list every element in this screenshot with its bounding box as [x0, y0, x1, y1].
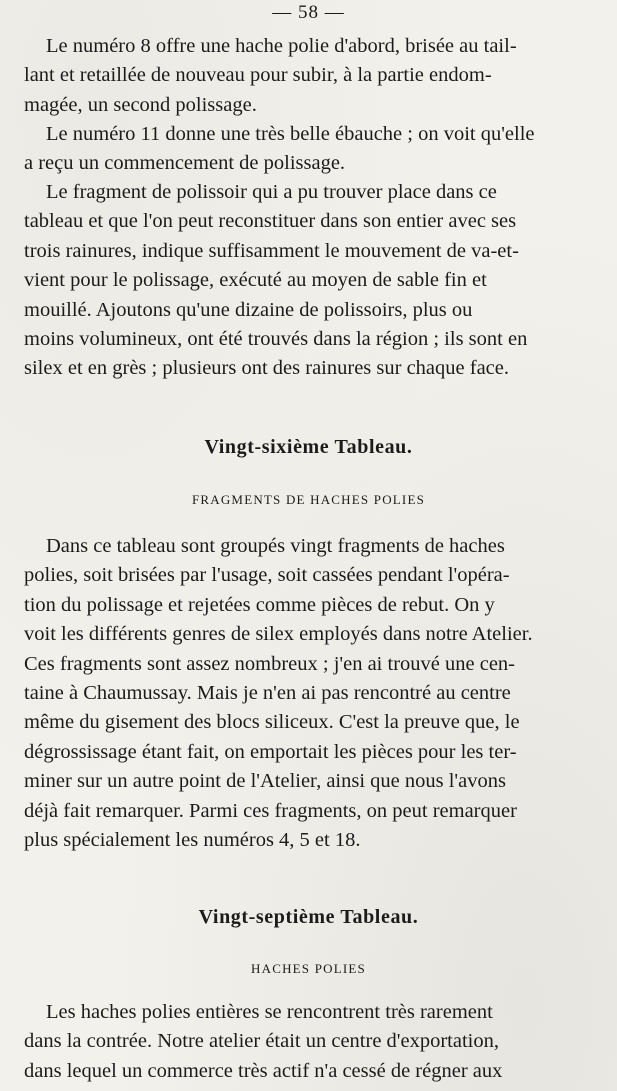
text-line: Le fragment de polissoir qui a pu trouver place dans ce [46, 181, 497, 203]
text-line: taine à Chaumussay. Mais je n'en ai pas rencontré au centre [24, 682, 511, 705]
text-line: Dans ce tableau sont groupés vingt fragments de haches [46, 535, 505, 557]
text-line: tion du polissage et rejetées comme pièces de rebut. On y [24, 593, 495, 616]
text-line: magée, un second polissage. [24, 93, 257, 116]
text-line: vient pour le polissage, exécuté au moyen de sable fin et [24, 269, 487, 292]
text-line: plus spécialement les numéros 4, 5 et 18. [24, 829, 361, 852]
paragraph-hache-8 [24, 32, 594, 120]
text-line: tableau et que l'on peut reconstituer dans son entier avec ses [24, 210, 517, 233]
text-line: trois rainures, indique suffisamment le mouvement de va-et- [24, 239, 519, 262]
text-line: déjà fait remarquer. Parmi ces fragments, on peut remarquer [24, 799, 517, 822]
text-line: Le numéro 8 offre une hache polie d'abord, brisée au tail- [46, 35, 517, 57]
text-line: miner sur un autre point de l'Atelier, ainsi que nous l'avons [24, 770, 506, 793]
text-line: même du gisement des blocs siliceux. C'est la preuve que, le [24, 711, 520, 734]
section-subheading-27: HACHES POLIES [251, 961, 366, 976]
section-heading-26: Vingt-sixième Tableau. [204, 436, 413, 458]
paragraph-polissoir [24, 178, 594, 384]
section-subheading-26: FRAGMENTS DE HACHES POLIES [191, 492, 426, 507]
text-line: Le numéro 11 donne une très belle ébauche ; on voit qu'elle [46, 123, 535, 145]
text-line: polies, soit brisées par l'usage, soit cassées pendant l'opéra- [24, 564, 510, 587]
paragraph-haches-polies [24, 998, 594, 1086]
paragraph-fragments [24, 532, 594, 855]
text-line: dégrossissage étant fait, on emportait les pièces pour les ter- [24, 740, 517, 763]
text-line: voit les différents genres de silex employés dans notre Atelier. [24, 623, 533, 646]
text-line: dans lequel un commerce très actif n'a cessé de régner aux [24, 1059, 503, 1082]
text-line: Les haches polies entières se rencontrent très rarement [46, 1001, 493, 1023]
text-line: lant et retaillée de nouveau pour subir, à la partie endom- [24, 64, 492, 87]
text-line: a reçu un commencement de polissage. [24, 152, 346, 175]
text-line: Ces fragments sont assez nombreux ; j'en ai trouvé une cen- [24, 652, 515, 675]
page-number: — 58 — [272, 2, 345, 23]
text-line: mouillé. Ajoutons qu'une dizaine de polissoirs, plus ou [24, 298, 473, 321]
section-heading-27: Vingt-septième Tableau. [198, 906, 419, 928]
text-line: silex et en grès ; plusieurs ont des rainures sur chaque face. [24, 357, 510, 380]
text-line: dans la contrée. Notre atelier était un centre d'exportation, [24, 1030, 499, 1053]
paragraph-ebauche-11 [24, 120, 594, 179]
text-line: moins volumineux, ont été trouvés dans la région ; ils sont en [24, 328, 528, 351]
